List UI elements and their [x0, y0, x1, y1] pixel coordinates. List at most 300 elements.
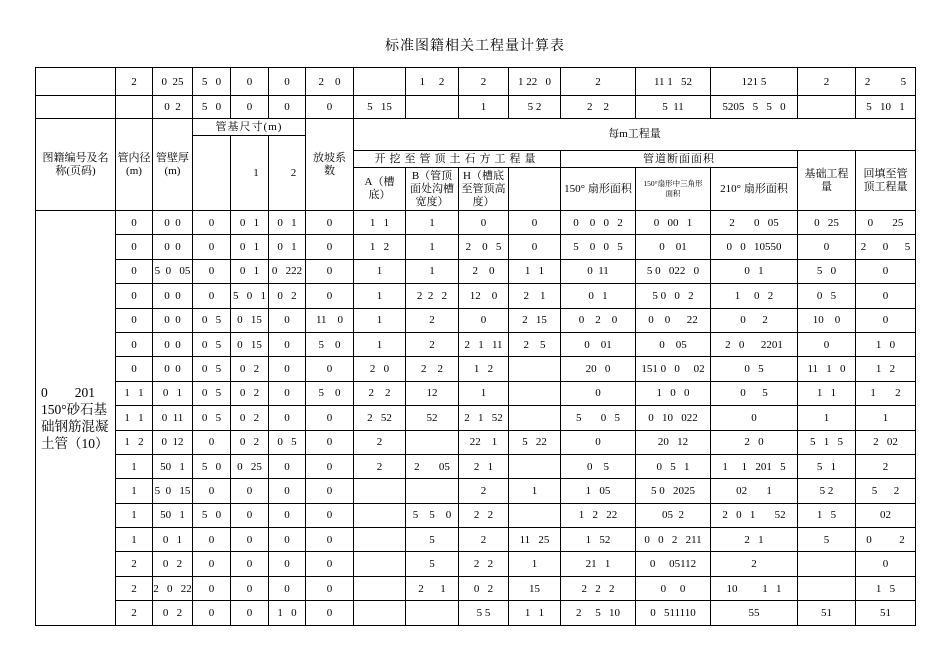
cell-base-size-1: 0: [231, 68, 269, 96]
cell-trench-width-b: 1: [406, 235, 459, 259]
cell-base-size-2: 0: [269, 406, 306, 430]
cell-excavation-blank: 0: [509, 211, 561, 235]
table-row: [36, 308, 916, 332]
cell-foundation-quantity: 11 1 0: [798, 357, 856, 381]
cell-wall-thickness: 0 1: [153, 528, 193, 552]
cell-base-size-1: 0: [231, 96, 269, 119]
cell-backfill-quantity: 02: [856, 503, 916, 527]
cell-base-size-2: 0: [269, 68, 306, 96]
cell-sector-150-area: 2 2 2: [561, 576, 636, 600]
cell-sector-150-area: 0 2 0: [561, 308, 636, 332]
cell-base-size-1: 0 25: [231, 454, 269, 478]
cell-depth-h: 2 0: [459, 259, 509, 283]
cell-slope-coefficient: 0: [306, 552, 354, 576]
cell-trench-bottom-a: [354, 479, 406, 503]
cell-trench-bottom-a: [354, 576, 406, 600]
table-row: [36, 576, 916, 600]
cell-trench-width-b: 1: [406, 259, 459, 283]
cell-wall-thickness: 0 12: [153, 430, 193, 454]
cell-trench-bottom-a: 1: [354, 284, 406, 308]
cell-wall-thickness: 50 1: [153, 503, 193, 527]
top-table-row: [36, 68, 916, 96]
cell-triangle-150-area: 0 5 1: [636, 454, 711, 478]
cell-trench-width-b: 2 05: [406, 454, 459, 478]
cell-excavation-blank: 1: [509, 479, 561, 503]
cell-excavation-blank: 1 1: [509, 601, 561, 625]
drawing-name-line: 土管（10）: [41, 435, 109, 451]
cell-trench-width-b: 12: [406, 381, 459, 405]
cell-foundation-quantity: 1 5: [798, 503, 856, 527]
cell-base-size-1: 0: [231, 552, 269, 576]
cell-slope-coefficient: 2 0: [306, 68, 354, 96]
cell-trench-width-b: 1 2: [406, 68, 459, 96]
cell-base-size-1: 0 1: [231, 259, 269, 283]
cell-slope-coefficient: 0: [306, 211, 354, 235]
cell-slope-coefficient: 0: [306, 406, 354, 430]
cell-backfill-quantity: 2 0 5: [856, 235, 916, 259]
cell-base-size-2: 0 1: [269, 235, 306, 259]
cell-triangle-150-area: 05 2: [636, 503, 711, 527]
header-sector-150-area: 150° 扇形面积: [561, 168, 636, 211]
cell-base-size-blank: 5 0: [193, 96, 231, 119]
cell-base-size-blank: 0 5: [193, 357, 231, 381]
cell-foundation-quantity: 1 1: [798, 381, 856, 405]
cell-inner-diameter: 0: [116, 357, 153, 381]
cell-foundation-quantity: 5 1 5: [798, 430, 856, 454]
cell-triangle-150-area: 5 11: [636, 96, 711, 119]
cell-trench-bottom-a: 2 52: [354, 406, 406, 430]
cell-backfill-quantity: 51: [856, 601, 916, 625]
table-row: [36, 454, 916, 478]
cell-inner-diameter: 2: [116, 68, 153, 96]
header-base-size-blank: [193, 136, 231, 211]
cell-excavation-blank: 1 1: [509, 259, 561, 283]
cell-foundation-quantity: [798, 552, 856, 576]
cell-base-size-2: 0 222: [269, 259, 306, 283]
cell-triangle-150-area: 0 10 022: [636, 406, 711, 430]
header-base-size: 管基尺寸(m): [193, 119, 306, 136]
cell-foundation-quantity: 2: [798, 68, 856, 96]
cell-trench-width-b: [406, 430, 459, 454]
cell-foundation-quantity: 5 0: [798, 259, 856, 283]
cell-depth-h: 2 0 5: [459, 235, 509, 259]
cell-depth-h: 2 1 52: [459, 406, 509, 430]
cell-excavation-blank: 1: [509, 552, 561, 576]
cell-wall-thickness: 0 0: [153, 332, 193, 356]
cell-trench-width-b: 52: [406, 406, 459, 430]
header-base-size-1: 1: [231, 136, 269, 211]
cell-depth-h: 1: [459, 381, 509, 405]
cell-base-size-blank: 0: [193, 552, 231, 576]
top-table-row: [36, 96, 916, 119]
cell-slope-coefficient: 0: [306, 479, 354, 503]
cell-depth-h: 0: [459, 211, 509, 235]
cell-sector-210-area: 0: [711, 406, 798, 430]
cell-foundation-quantity: 0 5: [798, 284, 856, 308]
cell-slope-coefficient: 0: [306, 430, 354, 454]
cell-wall-thickness: 50 1: [153, 454, 193, 478]
cell-backfill-quantity: 1 2: [856, 381, 916, 405]
cell-sector-150-area: 1 05: [561, 479, 636, 503]
cell-base-size-2: 0 5: [269, 430, 306, 454]
cell-sector-210-area: 2: [711, 552, 798, 576]
cell-depth-h: 2 2: [459, 552, 509, 576]
cell-base-size-1: 0 2: [231, 357, 269, 381]
cell-trench-bottom-a: [354, 601, 406, 625]
cell-triangle-150-area: 0 0 22: [636, 308, 711, 332]
cell-backfill-quantity: 2: [856, 454, 916, 478]
cell-base-size-1: 5 0 1: [231, 284, 269, 308]
table-row: [36, 503, 916, 527]
cell-trench-bottom-a: 1 1: [354, 211, 406, 235]
cell-sector-150-area: 1 52: [561, 528, 636, 552]
header-excavation-blank: [509, 168, 561, 211]
cell-backfill-quantity: 1 5: [856, 576, 916, 600]
cell-foundation-quantity: 0: [798, 235, 856, 259]
cell-sector-210-area: 02 1: [711, 479, 798, 503]
cell-base-size-blank: 0: [193, 211, 231, 235]
cell-trench-width-b: 2 1: [406, 576, 459, 600]
cell-trench-bottom-a: 2 2: [354, 381, 406, 405]
cell-depth-h: 2: [459, 528, 509, 552]
cell-depth-h: 0: [459, 308, 509, 332]
cell-sector-150-area: 2: [561, 68, 636, 96]
cell-base-size-2: 0: [269, 96, 306, 119]
cell-backfill-quantity: 0: [856, 284, 916, 308]
cell-trench-bottom-a: 1: [354, 332, 406, 356]
cell-base-size-2: 0: [269, 381, 306, 405]
table-row: [36, 381, 916, 405]
cell-trench-width-b: 5: [406, 528, 459, 552]
drawing-name-line: 础钢筋混凝: [41, 418, 109, 434]
page-title: 标准图籍相关工程量计算表: [385, 39, 565, 54]
data-rows: [36, 211, 916, 626]
cell-slope-coefficient: 0: [306, 235, 354, 259]
cell-depth-h: 1 2: [459, 357, 509, 381]
cell-foundation-quantity: 10 0: [798, 308, 856, 332]
cell-inner-diameter: [116, 96, 153, 119]
cell-sector-210-area: 0 0 10550: [711, 235, 798, 259]
cell-excavation-blank: 5 2: [509, 96, 561, 119]
cell-triangle-150-area: 11 1 52: [636, 68, 711, 96]
cell-sector-150-area: 0 11: [561, 259, 636, 283]
cell-sector-210-area: 2 0: [711, 430, 798, 454]
cell-wall-thickness: 0 0: [153, 235, 193, 259]
cell-base-size-1: 0 2: [231, 406, 269, 430]
cell-base-size-blank: 0 5: [193, 332, 231, 356]
cell-slope-coefficient: 0: [306, 503, 354, 527]
cell-sector-150-area: 1 2 22: [561, 503, 636, 527]
cell-sector-150-area: 0: [561, 381, 636, 405]
cell-sector-210-area: 10 1 1: [711, 576, 798, 600]
cell-backfill-quantity: 0: [856, 308, 916, 332]
cell-triangle-150-area: 0 511110: [636, 601, 711, 625]
cell-triangle-150-area: 0 0: [636, 576, 711, 600]
cell-base-size-2: 0: [269, 308, 306, 332]
header-excavation: 开挖至管顶土石方工程量: [354, 151, 561, 168]
table-row: [36, 552, 916, 576]
cell-inner-diameter: 1 1: [116, 381, 153, 405]
cell-slope-coefficient: 0: [306, 96, 354, 119]
cell-base-size-1: 0 1: [231, 211, 269, 235]
cell-inner-diameter: 0: [116, 235, 153, 259]
header-wall-thickness: 管壁厚(m): [153, 119, 193, 211]
table-row: [36, 479, 916, 503]
cell-triangle-150-area: 5 0 2025: [636, 479, 711, 503]
cell-wall-thickness: 5 0 15: [153, 479, 193, 503]
cell-sector-150-area: 0 0 0 2: [561, 211, 636, 235]
cell-excavation-blank: 2 1: [509, 284, 561, 308]
cell-triangle-150-area: 0 00 1: [636, 211, 711, 235]
cell-base-size-1: 0: [231, 576, 269, 600]
table-row: [36, 332, 916, 356]
table-row: [36, 259, 916, 283]
cell-backfill-quantity: 1: [856, 406, 916, 430]
cell-backfill-quantity: 0 25: [856, 211, 916, 235]
table-header: [36, 119, 916, 211]
cell-sector-210-area: 2 1: [711, 528, 798, 552]
cell-sector-150-area: 0 01: [561, 332, 636, 356]
header-trench-width-b: B（管顶面处沟槽宽度）: [406, 168, 459, 211]
cell-inner-diameter: 1 2: [116, 430, 153, 454]
cell-inner-diameter: 0: [116, 259, 153, 283]
cell-trench-bottom-a: [354, 528, 406, 552]
cell-slope-coefficient: 0: [306, 357, 354, 381]
cell-base-size-2: 0: [269, 454, 306, 478]
cell-base-size-2: 0: [269, 576, 306, 600]
cell-inner-diameter: 1 1: [116, 406, 153, 430]
cell-drawing-no: [36, 68, 116, 96]
drawing-code: 0 201: [41, 384, 95, 400]
top-rows: [36, 68, 916, 119]
cell-wall-thickness: 2 0 22: [153, 576, 193, 600]
header-foundation-quantity: 基础工程量: [798, 151, 856, 211]
cell-depth-h: 1: [459, 96, 509, 119]
cell-foundation-quantity: 1: [798, 406, 856, 430]
cell-inner-diameter: 2: [116, 601, 153, 625]
cell-excavation-blank: [509, 503, 561, 527]
cell-slope-coefficient: 0: [306, 259, 354, 283]
cell-triangle-150-area: 5 0 022 0: [636, 259, 711, 283]
cell-base-size-2: 0 2: [269, 284, 306, 308]
cell-foundation-quantity: 5: [798, 528, 856, 552]
cell-base-size-blank: 5 0: [193, 454, 231, 478]
cell-backfill-quantity: 2 02: [856, 430, 916, 454]
cell-depth-h: 5 5: [459, 601, 509, 625]
cell-slope-coefficient: 0: [306, 454, 354, 478]
cell-foundation-quantity: 5 1: [798, 454, 856, 478]
cell-wall-thickness: 0 11: [153, 406, 193, 430]
cell-trench-width-b: 2: [406, 308, 459, 332]
cell-backfill-quantity: 5 2: [856, 479, 916, 503]
cell-trench-bottom-a: [354, 503, 406, 527]
header-base-size-2: 2: [269, 136, 306, 211]
cell-base-size-2: 0: [269, 503, 306, 527]
cell-trench-bottom-a: 5 15: [354, 96, 406, 119]
table-row: [36, 235, 916, 259]
cell-trench-bottom-a: 1 2: [354, 235, 406, 259]
cell-trench-width-b: [406, 479, 459, 503]
cell-triangle-150-area: 0 01: [636, 235, 711, 259]
cell-trench-width-b: [406, 601, 459, 625]
cell-depth-h: 2 2: [459, 503, 509, 527]
cell-base-size-2: 0: [269, 552, 306, 576]
cell-base-size-2: 0: [269, 528, 306, 552]
cell-drawing-no: [36, 96, 116, 119]
cell-trench-bottom-a: [354, 68, 406, 96]
cell-sector-210-area: 0 1: [711, 259, 798, 283]
cell-base-size-blank: 0 5: [193, 381, 231, 405]
cell-base-size-blank: 0: [193, 235, 231, 259]
cell-excavation-blank: [509, 357, 561, 381]
cell-base-size-blank: 0 5: [193, 308, 231, 332]
cell-base-size-blank: 0: [193, 259, 231, 283]
cell-base-size-1: 0: [231, 528, 269, 552]
cell-excavation-blank: 11 25: [509, 528, 561, 552]
header-slope-coefficient: 放坡系数: [306, 119, 354, 211]
cell-base-size-blank: 0: [193, 430, 231, 454]
table-row: [36, 528, 916, 552]
cell-base-size-1: 0 15: [231, 332, 269, 356]
cell-base-size-1: 0 2: [231, 430, 269, 454]
cell-base-size-2: 0: [269, 332, 306, 356]
cell-trench-width-b: 2 2: [406, 357, 459, 381]
cell-triangle-150-area: 0 05: [636, 332, 711, 356]
cell-sector-210-area: 1 0 2: [711, 284, 798, 308]
cell-sector-150-area: 2 5 10: [561, 601, 636, 625]
cell-base-size-blank: 0: [193, 528, 231, 552]
cell-excavation-blank: [509, 406, 561, 430]
cell-trench-bottom-a: 2 0: [354, 357, 406, 381]
cell-triangle-150-area: 5 0 0 2: [636, 284, 711, 308]
cell-slope-coefficient: 0: [306, 284, 354, 308]
cell-excavation-blank: 2 15: [509, 308, 561, 332]
cell-wall-thickness: 0 2: [153, 601, 193, 625]
cell-foundation-quantity: 51: [798, 601, 856, 625]
cell-trench-bottom-a: 2: [354, 430, 406, 454]
cell-sector-210-area: 2 0 2201: [711, 332, 798, 356]
cell-foundation-quantity: 0 25: [798, 211, 856, 235]
header-sector-210-area: 210° 扇形面积: [711, 168, 798, 211]
cell-sector-150-area: 5 0 0 5: [561, 235, 636, 259]
cell-wall-thickness: 0 0: [153, 308, 193, 332]
cell-depth-h: 2: [459, 68, 509, 96]
cell-triangle-150-area: 0 0 2 211: [636, 528, 711, 552]
cell-foundation-quantity: [798, 576, 856, 600]
cell-foundation-quantity: 0: [798, 332, 856, 356]
cell-sector-150-area: 20 0: [561, 357, 636, 381]
cell-base-size-1: 0 2: [231, 381, 269, 405]
cell-slope-coefficient: 11 0: [306, 308, 354, 332]
cell-sector-210-area: 2 0 05: [711, 211, 798, 235]
cell-base-size-2: 1 0: [269, 601, 306, 625]
cell-sector-210-area: 0 5: [711, 357, 798, 381]
cell-slope-coefficient: 0: [306, 576, 354, 600]
cell-excavation-blank: 15: [509, 576, 561, 600]
header-pipe-section-area: 管道断面面积: [561, 151, 798, 168]
table-row: [36, 406, 916, 430]
cell-base-size-blank: 5 0: [193, 68, 231, 96]
cell-base-size-1: 0 1: [231, 235, 269, 259]
cell-triangle-150-area: 0 05112: [636, 552, 711, 576]
cell-depth-h: 22 1: [459, 430, 509, 454]
cell-inner-diameter: 1: [116, 479, 153, 503]
cell-wall-thickness: 0 1: [153, 381, 193, 405]
cell-depth-h: 2 1 11: [459, 332, 509, 356]
cell-base-size-1: 0: [231, 601, 269, 625]
quantity-calculation-table: [35, 67, 916, 626]
cell-wall-thickness: 0 0: [153, 211, 193, 235]
cell-sector-150-area: 0 1: [561, 284, 636, 308]
cell-foundation-quantity: 5 2: [798, 479, 856, 503]
cell-trench-bottom-a: 1: [354, 259, 406, 283]
cell-excavation-blank: 1 22 0: [509, 68, 561, 96]
cell-trench-width-b: 1: [406, 211, 459, 235]
cell-trench-width-b: 2 2 2: [406, 284, 459, 308]
cell-backfill-quantity: 0: [856, 552, 916, 576]
cell-base-size-2: 0 1: [269, 211, 306, 235]
header-depth-h: H（槽底至管顶高度）: [459, 168, 509, 211]
cell-wall-thickness: 0 2: [153, 552, 193, 576]
cell-sector-150-area: 0: [561, 430, 636, 454]
cell-depth-h: 12 0: [459, 284, 509, 308]
cell-base-size-blank: 0: [193, 576, 231, 600]
cell-depth-h: 0 2: [459, 576, 509, 600]
cell-inner-diameter: 0: [116, 284, 153, 308]
table-row: [36, 601, 916, 625]
cell-inner-diameter: 2: [116, 576, 153, 600]
cell-excavation-blank: [509, 454, 561, 478]
cell-wall-thickness: 5 0 05: [153, 259, 193, 283]
cell-backfill-quantity: 0 2: [856, 528, 916, 552]
header-triangle-150-area: 150°扇形中三角形面积: [636, 168, 711, 211]
cell-trench-width-b: 5 5 0: [406, 503, 459, 527]
cell-wall-thickness: 0 25: [153, 68, 193, 96]
cell-base-size-blank: 0: [193, 479, 231, 503]
cell-base-size-blank: 0: [193, 284, 231, 308]
cell-triangle-150-area: 1 0 0: [636, 381, 711, 405]
cell-inner-diameter: 0: [116, 308, 153, 332]
cell-excavation-blank: [509, 381, 561, 405]
cell-sector-210-area: 0 2: [711, 308, 798, 332]
cell-base-size-blank: 0 5: [193, 406, 231, 430]
cell-trench-width-b: 2: [406, 332, 459, 356]
cell-inner-diameter: 0: [116, 332, 153, 356]
header-per-meter-quantity: 每m工程量: [354, 119, 916, 151]
cell-sector-210-area: 2 0 1 52: [711, 503, 798, 527]
cell-trench-width-b: 5: [406, 552, 459, 576]
cell-backfill-quantity: 0: [856, 259, 916, 283]
cell-backfill-quantity: 1 0: [856, 332, 916, 356]
cell-base-size-2: 0: [269, 357, 306, 381]
cell-backfill-quantity: 2 5: [856, 68, 916, 96]
cell-depth-h: 2 1: [459, 454, 509, 478]
cell-sector-150-area: 21 1: [561, 552, 636, 576]
cell-excavation-blank: 2 5: [509, 332, 561, 356]
header-inner-diameter: 管内径(m): [116, 119, 153, 211]
cell-base-size-1: 0 15: [231, 308, 269, 332]
cell-base-size-1: 0: [231, 503, 269, 527]
cell-inner-diameter: 1: [116, 528, 153, 552]
cell-base-size-blank: 5 0: [193, 503, 231, 527]
drawing-name-cell: [36, 211, 116, 626]
cell-trench-bottom-a: 2: [354, 454, 406, 478]
cell-wall-thickness: 0 0: [153, 284, 193, 308]
cell-base-size-2: 0: [269, 479, 306, 503]
header-drawing-no: 图籍编号及名称(页码): [36, 119, 116, 211]
cell-sector-150-area: 0 5: [561, 454, 636, 478]
cell-sector-210-area: 5205 5 5 0: [711, 96, 798, 119]
